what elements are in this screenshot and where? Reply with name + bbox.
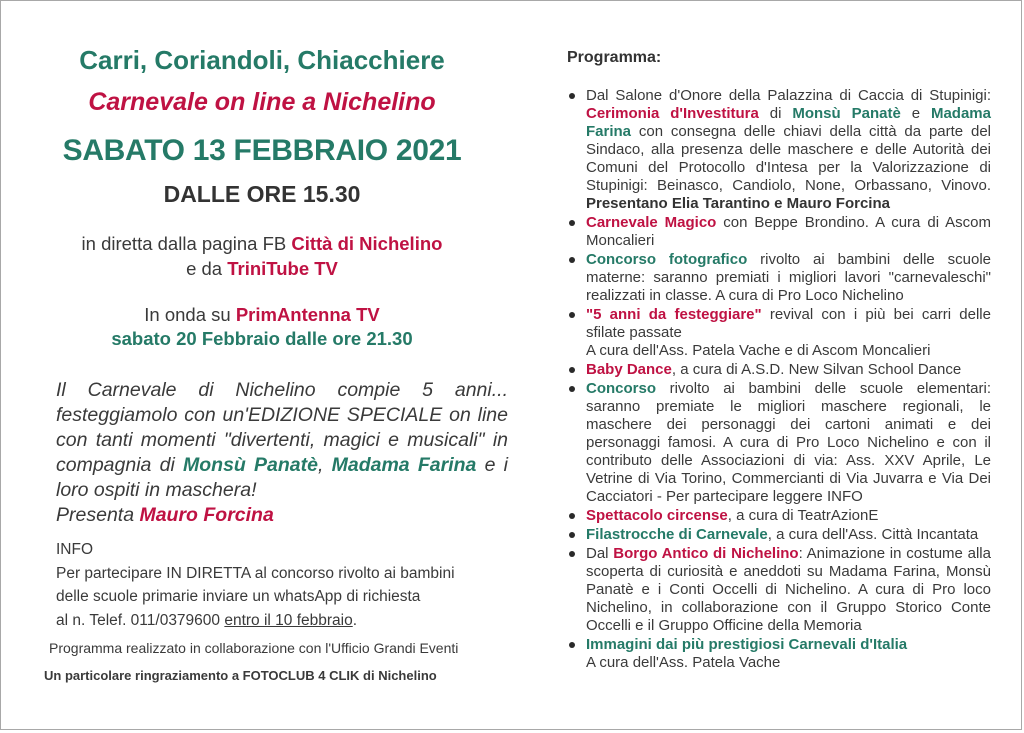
programma-item bbox=[567, 361, 991, 379]
text-segment: delle scuole primarie inviare un whatsApp di richiesta bbox=[56, 588, 421, 605]
text-segment: A cura dell'Ass. Patela Vache bbox=[586, 654, 781, 671]
programma-list bbox=[567, 87, 991, 673]
text-segment: Cerimonia d'Investitura bbox=[586, 105, 759, 122]
text-segment: Per partecipare IN DIRETTA al concorso rivolto ai bambini bbox=[56, 564, 455, 582]
event-date: SABATO 13 FEBBRAIO 2021 bbox=[62, 134, 462, 167]
text-segment: Baby Dance bbox=[586, 361, 672, 378]
text-segment: Spettacolo circense bbox=[586, 507, 728, 524]
text-segment: Immagini dai più prestigiosi Carnevali d'Italia bbox=[586, 636, 908, 653]
text-segment: Madama Farina bbox=[331, 454, 477, 476]
programma-item bbox=[567, 636, 991, 672]
text-segment: PrimAntenna TV bbox=[235, 304, 380, 325]
programma-item bbox=[567, 507, 991, 525]
text-segment: Concorso bbox=[586, 380, 657, 397]
text-segment: A cura dell'Ass. Patela Vache e di Ascom Moncalieri bbox=[586, 342, 931, 359]
text-segment: Presenta bbox=[56, 504, 140, 526]
left-column bbox=[44, 1, 508, 733]
text-segment: Monsù Panatè bbox=[183, 454, 318, 476]
text-segment: , a cura di TeatrAzionE bbox=[727, 507, 879, 524]
text-segment: . bbox=[352, 611, 358, 629]
text-segment: e i loro ospiti in maschera! bbox=[56, 454, 508, 501]
text-segment: con consegna delle chiavi della città da parte del Sindaco, alla presenza delle maschere e delle Autorità dei Comuni del Protocollo d'Intesa per la Valorizzazione di Stupinigi: Beinasco, Candiolo, None, Orbassano, Vinovo. bbox=[586, 123, 991, 194]
text-segment: In onda su bbox=[144, 304, 236, 325]
text-segment: rivolto ai bambini delle scuole materne: saranno premiati i migliori lavori "carnevaleschi" realizzati in classe. A cura di Pro Loco Nichelino bbox=[586, 251, 991, 304]
collaboration-note: Programma realizzato in collaborazione con l'Ufficio Grandi Eventi bbox=[49, 640, 459, 656]
text-segment: : Animazione in costume alla scoperta di curiosità e aneddoti su Madama Farina, Monsù Panatè e i Conti Occelli di Nichelino. A cura di Pro loco Nichelino, in collaborazione con il Gruppo Storico Conte Occelli e il Gruppo Officine della Memoria bbox=[586, 545, 991, 634]
text-segment: Il Carnevale di Nichelino compie 5 anni... festeggiamolo con un'EDIZIONE SPECIALE on line con tanti momenti "divertenti, magici e musicali" in compagnia di bbox=[56, 379, 508, 476]
info-block bbox=[56, 538, 516, 632]
text-segment: "5 anni da festeggiare" bbox=[586, 306, 762, 323]
text-segment: Mauro Forcina bbox=[139, 504, 274, 526]
text-segment: e bbox=[900, 105, 931, 122]
intro-paragraph bbox=[56, 378, 508, 528]
text-segment: TriniTube TV bbox=[227, 258, 338, 279]
programma-item bbox=[567, 251, 991, 305]
text-segment: Carnevale Magico bbox=[586, 214, 717, 231]
text-segment: Filastrocche di Carnevale bbox=[586, 526, 768, 543]
text-segment: e da bbox=[186, 258, 228, 279]
text-segment: in diretta dalla pagina FB bbox=[81, 233, 292, 254]
text-segment: Dal Salone d'Onore della Palazzina di Caccia di Stupinigi: bbox=[586, 87, 991, 104]
thanks-note: Un particolare ringraziamento a FOTOCLUB 4 CLIK di Nichelino bbox=[44, 668, 437, 683]
event-start-time: DALLE ORE 15.30 bbox=[163, 181, 361, 207]
tv-broadcast-info bbox=[56, 303, 468, 351]
live-broadcast-info bbox=[56, 231, 468, 281]
text-segment: , a cura di A.S.D. New Silvan School Dance bbox=[671, 361, 962, 378]
text-segment: Città di Nichelino bbox=[291, 233, 443, 254]
programma-item bbox=[567, 214, 991, 250]
text-segment: entro il 10 febbraio bbox=[224, 611, 353, 629]
programma-heading: Programma: bbox=[567, 49, 662, 66]
text-segment: Concorso fotografico bbox=[586, 251, 748, 268]
headline-main: Carri, Coriandoli, Chiacchiere bbox=[79, 45, 445, 75]
text-segment: al n. Telef. 011/0379600 bbox=[56, 611, 225, 629]
text-segment: Madama Farina bbox=[586, 105, 991, 140]
right-column bbox=[567, 1, 993, 733]
programma-item bbox=[567, 526, 991, 544]
text-segment: Borgo Antico di Nichelino bbox=[613, 545, 799, 562]
text-segment: Presentano Elia Tarantino e Mauro Forcina bbox=[586, 195, 890, 212]
text-segment: , a cura dell'Ass. Città Incantata bbox=[767, 526, 979, 543]
programma-item bbox=[567, 380, 991, 506]
programma-item bbox=[567, 545, 991, 635]
text-segment: di bbox=[758, 105, 793, 122]
text-segment: , bbox=[317, 454, 332, 476]
text-segment: con Beppe Brondino. A cura di Ascom Moncalieri bbox=[586, 214, 991, 249]
programma-item bbox=[567, 87, 991, 213]
text-segment: revival con i più bei carri delle sfilate passate bbox=[586, 306, 991, 341]
text-segment: rivolto ai bambini delle scuole elementari: saranno premiate le migliori maschere regionali, le maschere dei personaggi dei cartoni animati e dei personaggi famosi. A cura di Pro Loco Nichelino e con il contributo delle Associazioni di via: Ass. XXV Aprile, Le Vetrine di Via Torino, Commercianti di Via Juvarra e Via Dei Cacciatori - Per partecipare leggere INFO bbox=[586, 380, 991, 505]
headline-subtitle: Carnevale on line a Nichelino bbox=[88, 88, 436, 116]
programma-item bbox=[567, 306, 991, 360]
text-segment: sabato 20 Febbraio dalle ore 21.30 bbox=[111, 328, 413, 349]
text-segment: Dal bbox=[586, 545, 614, 562]
text-segment: Monsù Panatè bbox=[792, 105, 901, 122]
text-segment: INFO bbox=[56, 541, 94, 558]
